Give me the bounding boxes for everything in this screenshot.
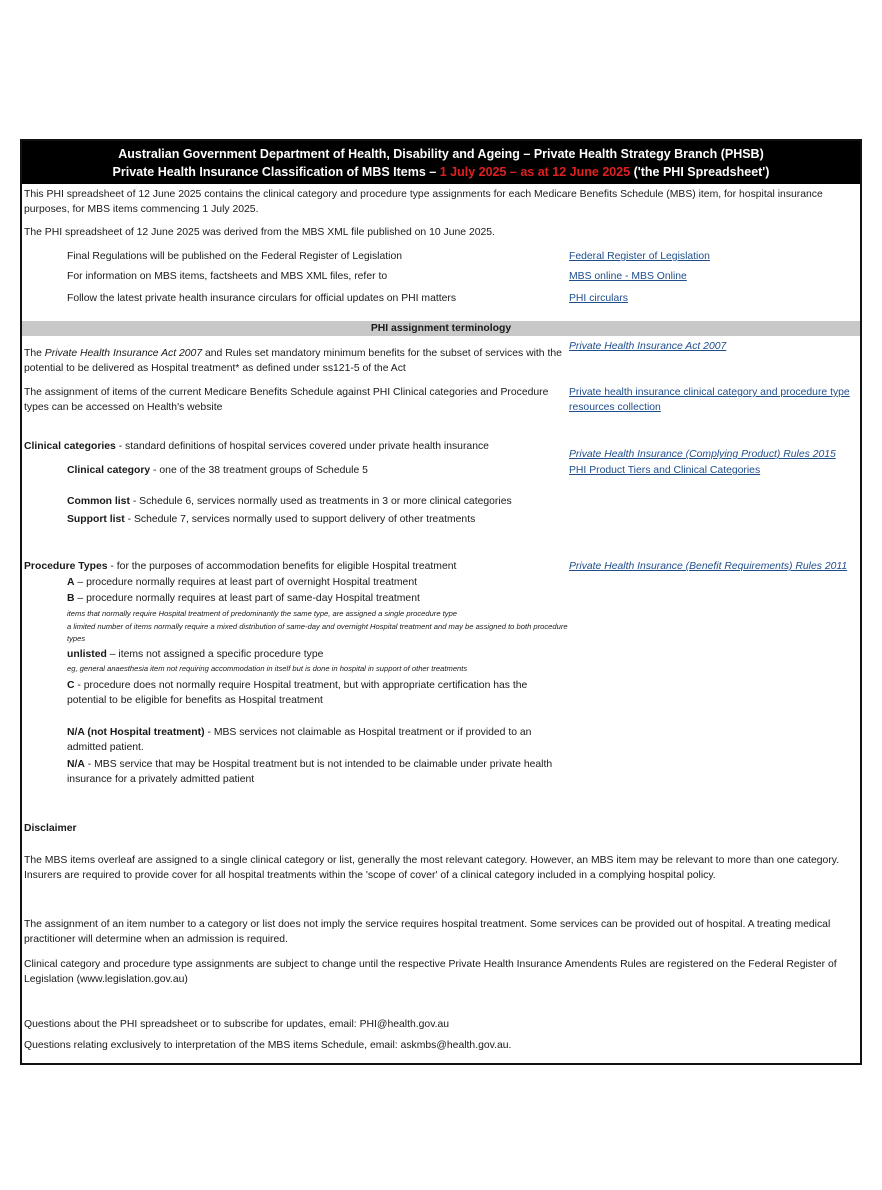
note-anaesthesia: eg, general anaesthesia item not requiring accommodation in itself but is done in hospital in support of other treatments	[67, 664, 468, 673]
intro-paragraph-2: The PHI spreadsheet of 12 June 2025 was derived from the MBS XML file published on 10 June 2025.	[24, 227, 495, 238]
type-c-text: - procedure does not normally require Hospital treatment, but with appropriate certification has the potential to be eligible for benefits as Hospital treatment	[67, 680, 528, 706]
na2-text: - MBS service that may be Hospital treatment but is not intended to be claimable under private health insurance for a privately admitted patient	[67, 759, 553, 785]
contact-askmbs-email: Questions relating exclusively to interpretation of the MBS items Schedule, email: askmbs@health.gov.au.	[24, 1040, 512, 1051]
phi-spreadsheet-cover-sheet	[20, 139, 862, 1065]
product-tiers-link[interactable]: PHI Product Tiers and Clinical Categories	[569, 465, 761, 476]
procedure-types-definition	[24, 559, 456, 574]
support-list-item	[67, 512, 475, 527]
date-effective: 1 July 2025	[439, 165, 507, 179]
clinical-category-text: - one of the 38 treatment groups of Schedule 5	[150, 465, 368, 476]
type-a-label: A	[67, 577, 75, 588]
clinical-category-label: Clinical category	[67, 465, 151, 476]
phi-act-post: and Rules set mandatory minimum benefits for the subset of services with the potential to be delivered as Hospital treatment* as defined under ss121-5 of the Act	[24, 348, 562, 374]
mbs-online-link[interactable]: MBS online - MBS Online	[569, 271, 687, 282]
type-b-label: B	[67, 593, 75, 604]
phi-act-paragraph	[24, 346, 564, 376]
procedure-type-unlisted	[67, 647, 323, 662]
na2-label: N/A	[67, 759, 85, 770]
na1-label: N/A (not Hospital treatment)	[67, 727, 205, 738]
phi-act-pre: The	[24, 348, 45, 359]
clinical-categories-definition	[24, 439, 489, 454]
na1-text: - MBS services not claimable as Hospital treatment or if provided to an admitted patient.	[67, 727, 532, 753]
assignment-paragraph: The assignment of items of the current Medicare Benefits Schedule against PHI Clinical categories and Procedure types can be accessed on Health's website	[24, 387, 549, 413]
clinical-category-item	[67, 463, 368, 478]
procedure-type-c	[67, 678, 542, 708]
clinical-categories-label: Clinical categories	[24, 441, 116, 452]
disclaimer-paragraph-2: The assignment of an item number to a category or list does not imply the service requires hospital treatment. Some services can be provided out of hospital. A treating medical practitioner will determine when an admission is required.	[24, 919, 831, 945]
benefit-requirements-rules-link[interactable]: Private Health Insurance (Benefit Requirements) Rules 2011	[569, 561, 848, 572]
title-line-2-text: Private Health Insurance Classification of MBS Items –	[112, 165, 440, 179]
na-not-hospital-treatment	[67, 725, 552, 755]
note-single-type: items that normally require Hospital treatment of predominantly the same type, are assigned a single procedure type	[67, 609, 458, 618]
common-list-text: - Schedule 6, services normally used as treatments in 3 or more clinical categories	[129, 496, 512, 507]
type-a-text: – procedure normally requires at least part of overnight Hospital treatment	[74, 577, 418, 588]
common-list-label: Common list	[67, 496, 130, 507]
procedure-types-label: Procedure Types	[24, 561, 108, 572]
date-as-at: as at 12 June 2025	[520, 165, 631, 179]
circulars-row-text: Follow the latest private health insurance circulars for official updates on PHI matters	[67, 293, 457, 304]
disclaimer-paragraph-1: The MBS items overleaf are assigned to a single clinical category or list, generally the most relevant category. However, an MBS item may be relevant to more than one category. Insurers are required to provide cover for all hospital treatments within the 'scope of cover' of a clinical category included in a complying hospital policy.	[24, 855, 840, 881]
title-banner	[22, 141, 860, 184]
procedure-type-b	[67, 591, 420, 606]
intro-paragraph-1: This PHI spreadsheet of 12 June 2025 contains the clinical category and procedure type assignments for each Medicare Benefits Schedule (MBS) item, for hospital insurance purposes, for MBS items commencing 1 July 2025.	[24, 189, 823, 215]
type-b-text: – procedure normally requires at least part of same-day Hospital treatment	[74, 593, 420, 604]
common-list-item	[67, 494, 512, 509]
procedure-type-a	[67, 575, 417, 590]
terminology-section-header: PHI assignment terminology	[22, 321, 860, 336]
date-separator: –	[506, 165, 521, 179]
disclaimer-paragraph-3: Clinical category and procedure type assignments are subject to change until the respective Private Health Insurance Amendents Rules are registered on the Federal Register of Legislation (www.legislation.gov.au)	[24, 959, 837, 985]
federal-register-link[interactable]: Federal Register of Legislation	[569, 251, 710, 262]
complying-product-rules-link[interactable]: Private Health Insurance (Complying Product) Rules 2015	[569, 449, 836, 460]
phi-act-italic: Private Health Insurance Act 2007	[44, 348, 203, 359]
phi-circulars-link[interactable]: PHI circulars	[569, 293, 628, 304]
title-line-1: Australian Government Department of Health, Disability and Ageing – Private Health Strategy Branch (PHSB)	[118, 147, 764, 161]
unlisted-label: unlisted	[67, 649, 107, 660]
disclaimer-title: Disclaimer	[24, 823, 77, 834]
support-list-text: - Schedule 7, services normally used to support delivery of other treatments	[124, 514, 476, 525]
regulations-row-text: Final Regulations will be published on the Federal Register of Legislation	[67, 251, 403, 262]
clinical-categories-text: - standard definitions of hospital services covered under private health insurance	[115, 441, 489, 452]
type-c-label: C	[67, 680, 75, 691]
support-list-label: Support list	[67, 514, 125, 525]
contact-phi-email: Questions about the PHI spreadsheet or to subscribe for updates, email: PHI@health.gov.au	[24, 1019, 450, 1030]
unlisted-text: – items not assigned a specific procedure type	[106, 649, 324, 660]
clinical-category-resources-link[interactable]: Private health insurance clinical category and procedure type resources collection	[569, 387, 850, 413]
title-line-2	[22, 163, 860, 181]
note-mixed-types: a limited number of items normally require a mixed distribution of same-day and overnight Hospital treatment and may be assigned to both procedure types	[67, 622, 568, 643]
phi-act-link[interactable]: Private Health Insurance Act 2007	[569, 341, 727, 352]
title-line-2-suffix: ('the PHI Spreadsheet')	[630, 165, 770, 179]
mbs-info-row-text: For information on MBS items, factsheets and MBS XML files, refer to	[67, 271, 388, 282]
na-not-claimable	[67, 757, 572, 787]
procedure-types-text: - for the purposes of accommodation benefits for eligible Hospital treatment	[107, 561, 457, 572]
